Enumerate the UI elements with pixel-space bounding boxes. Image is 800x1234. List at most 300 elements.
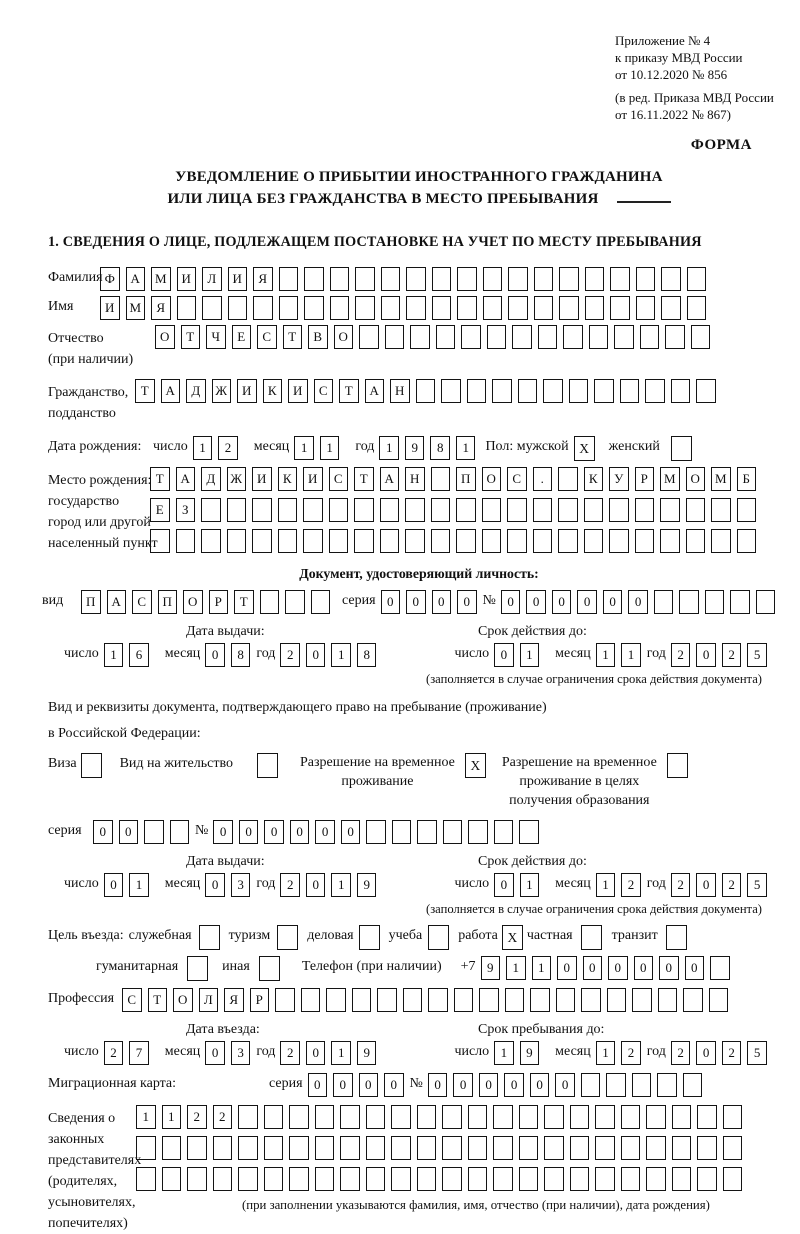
form-cell[interactable]: 0 bbox=[432, 590, 452, 614]
form-cell[interactable] bbox=[260, 590, 280, 614]
form-cell[interactable]: П bbox=[81, 590, 101, 614]
form-cell[interactable]: Т bbox=[150, 467, 170, 491]
form-cell[interactable] bbox=[202, 296, 222, 320]
patronymic-cells[interactable] bbox=[155, 325, 716, 349]
citizenship-cells[interactable] bbox=[135, 379, 722, 403]
representatives-row3-cells[interactable] bbox=[136, 1167, 776, 1191]
form-cell[interactable]: 2 bbox=[213, 1105, 233, 1129]
form-cell[interactable]: 0 bbox=[504, 1073, 524, 1097]
form-cell[interactable]: 0 bbox=[696, 1041, 716, 1065]
form-cell[interactable]: К bbox=[263, 379, 283, 403]
form-cell[interactable]: Т bbox=[234, 590, 254, 614]
form-cell[interactable] bbox=[136, 1167, 156, 1191]
form-cell[interactable] bbox=[428, 988, 448, 1012]
form-cell[interactable]: 0 bbox=[628, 590, 648, 614]
form-cell[interactable]: А bbox=[176, 467, 196, 491]
form-cell[interactable] bbox=[391, 1105, 411, 1129]
form-cell[interactable] bbox=[416, 379, 436, 403]
form-cell[interactable]: 0 bbox=[205, 1041, 225, 1065]
form-cell[interactable] bbox=[457, 296, 477, 320]
form-cell[interactable] bbox=[697, 1136, 717, 1160]
form-cell[interactable]: Я bbox=[224, 988, 244, 1012]
form-cell[interactable] bbox=[661, 267, 681, 291]
form-cell[interactable]: 0 bbox=[634, 956, 654, 980]
form-cell[interactable] bbox=[519, 820, 539, 844]
form-cell[interactable]: 0 bbox=[104, 873, 124, 897]
form-cell[interactable] bbox=[594, 379, 614, 403]
form-cell[interactable]: 2 bbox=[218, 436, 238, 460]
form-cell[interactable]: 0 bbox=[457, 590, 477, 614]
form-cell[interactable] bbox=[756, 590, 776, 614]
form-cell[interactable]: 2 bbox=[187, 1105, 207, 1129]
form-cell[interactable]: 0 bbox=[306, 1041, 326, 1065]
form-cell[interactable] bbox=[632, 1073, 652, 1097]
form-cell[interactable]: 1 bbox=[506, 956, 526, 980]
stay-day-cells[interactable] bbox=[494, 1041, 545, 1065]
form-cell[interactable] bbox=[730, 590, 750, 614]
form-cell[interactable]: 0 bbox=[239, 820, 259, 844]
form-cell[interactable]: 9 bbox=[357, 1041, 377, 1065]
form-cell[interactable] bbox=[709, 988, 729, 1012]
form-cell[interactable]: 1 bbox=[532, 956, 552, 980]
form-cell[interactable]: Ж bbox=[212, 379, 232, 403]
form-cell[interactable]: 3 bbox=[231, 873, 251, 897]
form-cell[interactable] bbox=[614, 325, 634, 349]
form-cell[interactable]: А bbox=[126, 267, 146, 291]
entry-year-cells[interactable] bbox=[280, 1041, 382, 1065]
form-cell[interactable] bbox=[366, 820, 386, 844]
form-cell[interactable]: 1 bbox=[621, 643, 641, 667]
form-cell[interactable] bbox=[723, 1136, 743, 1160]
form-cell[interactable] bbox=[162, 1167, 182, 1191]
form-cell[interactable]: 7 bbox=[129, 1041, 149, 1065]
form-cell[interactable] bbox=[710, 956, 730, 980]
purpose-business-checkbox[interactable] bbox=[359, 925, 380, 950]
form-cell[interactable] bbox=[683, 988, 703, 1012]
form-cell[interactable]: М bbox=[151, 267, 171, 291]
form-cell[interactable] bbox=[606, 1073, 626, 1097]
form-cell[interactable] bbox=[340, 1136, 360, 1160]
form-cell[interactable]: 1 bbox=[162, 1105, 182, 1129]
form-cell[interactable] bbox=[340, 1167, 360, 1191]
form-cell[interactable]: 0 bbox=[428, 1073, 448, 1097]
form-cell[interactable] bbox=[432, 267, 452, 291]
form-cell[interactable]: 0 bbox=[315, 820, 335, 844]
form-cell[interactable]: С bbox=[122, 988, 142, 1012]
form-cell[interactable] bbox=[636, 267, 656, 291]
form-cell[interactable] bbox=[697, 1105, 717, 1129]
form-cell[interactable] bbox=[543, 379, 563, 403]
form-cell[interactable] bbox=[301, 988, 321, 1012]
form-cell[interactable] bbox=[544, 1136, 564, 1160]
form-cell[interactable] bbox=[621, 1105, 641, 1129]
form-cell[interactable]: 2 bbox=[280, 643, 300, 667]
form-cell[interactable] bbox=[635, 529, 655, 553]
form-cell[interactable] bbox=[468, 1167, 488, 1191]
form-cell[interactable]: Е bbox=[150, 498, 170, 522]
form-cell[interactable]: 9 bbox=[405, 436, 425, 460]
form-cell[interactable] bbox=[355, 296, 375, 320]
form-cell[interactable] bbox=[354, 529, 374, 553]
form-cell[interactable] bbox=[563, 325, 583, 349]
form-cell[interactable] bbox=[646, 1136, 666, 1160]
form-cell[interactable]: 5 bbox=[747, 873, 767, 897]
form-cell[interactable] bbox=[431, 467, 451, 491]
form-cell[interactable] bbox=[315, 1136, 335, 1160]
form-cell[interactable]: 0 bbox=[333, 1073, 353, 1097]
form-cell[interactable]: 1 bbox=[331, 1041, 351, 1065]
form-cell[interactable] bbox=[538, 325, 558, 349]
form-cell[interactable] bbox=[508, 296, 528, 320]
form-cell[interactable]: 1 bbox=[494, 1041, 514, 1065]
form-cell[interactable] bbox=[330, 267, 350, 291]
form-cell[interactable] bbox=[636, 296, 656, 320]
form-cell[interactable] bbox=[391, 1167, 411, 1191]
form-cell[interactable] bbox=[609, 529, 629, 553]
form-cell[interactable] bbox=[150, 529, 170, 553]
migration-series-cells[interactable] bbox=[308, 1073, 410, 1097]
form-cell[interactable]: 0 bbox=[308, 1073, 328, 1097]
form-cell[interactable] bbox=[403, 988, 423, 1012]
form-cell[interactable] bbox=[381, 296, 401, 320]
form-cell[interactable]: О bbox=[183, 590, 203, 614]
form-cell[interactable] bbox=[366, 1105, 386, 1129]
form-cell[interactable]: Л bbox=[202, 267, 222, 291]
form-cell[interactable] bbox=[228, 296, 248, 320]
form-cell[interactable] bbox=[432, 296, 452, 320]
purpose-private-checkbox[interactable] bbox=[581, 925, 602, 950]
form-cell[interactable]: И bbox=[288, 379, 308, 403]
form-cell[interactable]: Т bbox=[135, 379, 155, 403]
form-cell[interactable] bbox=[658, 988, 678, 1012]
form-cell[interactable]: 0 bbox=[603, 590, 623, 614]
form-cell[interactable]: 1 bbox=[520, 643, 540, 667]
form-cell[interactable] bbox=[431, 529, 451, 553]
form-cell[interactable] bbox=[595, 1105, 615, 1129]
form-cell[interactable]: К bbox=[584, 467, 604, 491]
form-cell[interactable]: К bbox=[278, 467, 298, 491]
form-cell[interactable]: 0 bbox=[577, 590, 597, 614]
form-cell[interactable] bbox=[697, 1167, 717, 1191]
doc-series-cells[interactable] bbox=[381, 590, 483, 614]
form-cell[interactable]: 1 bbox=[596, 873, 616, 897]
form-cell[interactable]: А bbox=[380, 467, 400, 491]
purpose-official-checkbox[interactable] bbox=[199, 925, 220, 950]
form-cell[interactable] bbox=[326, 988, 346, 1012]
form-cell[interactable] bbox=[640, 325, 660, 349]
form-cell[interactable] bbox=[468, 820, 488, 844]
form-cell[interactable] bbox=[443, 820, 463, 844]
form-cell[interactable] bbox=[359, 325, 379, 349]
sex-female-checkbox[interactable] bbox=[671, 436, 692, 461]
birth-place-row1-cells[interactable] bbox=[150, 467, 762, 491]
form-cell[interactable] bbox=[609, 498, 629, 522]
form-cell[interactable]: Д bbox=[201, 467, 221, 491]
form-cell[interactable]: 0 bbox=[696, 643, 716, 667]
form-cell[interactable] bbox=[737, 529, 757, 553]
form-cell[interactable]: 0 bbox=[494, 873, 514, 897]
form-cell[interactable]: 1 bbox=[379, 436, 399, 460]
form-cell[interactable] bbox=[584, 498, 604, 522]
form-cell[interactable] bbox=[672, 1167, 692, 1191]
form-cell[interactable] bbox=[508, 267, 528, 291]
form-cell[interactable]: И bbox=[237, 379, 257, 403]
form-cell[interactable] bbox=[410, 325, 430, 349]
form-cell[interactable] bbox=[581, 988, 601, 1012]
form-cell[interactable]: М bbox=[126, 296, 146, 320]
form-cell[interactable] bbox=[380, 498, 400, 522]
form-cell[interactable]: 1 bbox=[136, 1105, 156, 1129]
form-cell[interactable] bbox=[366, 1136, 386, 1160]
form-cell[interactable]: 0 bbox=[479, 1073, 499, 1097]
form-cell[interactable] bbox=[442, 1105, 462, 1129]
form-cell[interactable] bbox=[559, 296, 579, 320]
form-cell[interactable] bbox=[304, 267, 324, 291]
form-cell[interactable]: 2 bbox=[722, 873, 742, 897]
form-cell[interactable] bbox=[391, 1136, 411, 1160]
form-cell[interactable]: Я bbox=[253, 267, 273, 291]
form-cell[interactable]: 0 bbox=[264, 820, 284, 844]
form-cell[interactable] bbox=[660, 529, 680, 553]
form-cell[interactable] bbox=[467, 379, 487, 403]
form-cell[interactable] bbox=[660, 498, 680, 522]
migration-number-cells[interactable] bbox=[428, 1073, 709, 1097]
form-cell[interactable]: Т bbox=[354, 467, 374, 491]
form-cell[interactable] bbox=[534, 267, 554, 291]
form-cell[interactable] bbox=[530, 988, 550, 1012]
form-cell[interactable]: 0 bbox=[494, 643, 514, 667]
form-cell[interactable]: Е bbox=[232, 325, 252, 349]
form-cell[interactable]: И bbox=[303, 467, 323, 491]
form-cell[interactable] bbox=[456, 529, 476, 553]
form-cell[interactable]: Д bbox=[186, 379, 206, 403]
form-cell[interactable] bbox=[144, 820, 164, 844]
form-cell[interactable]: О bbox=[155, 325, 175, 349]
form-cell[interactable]: 1 bbox=[104, 643, 124, 667]
form-cell[interactable] bbox=[686, 498, 706, 522]
form-cell[interactable] bbox=[187, 1167, 207, 1191]
form-cell[interactable] bbox=[672, 1136, 692, 1160]
form-cell[interactable] bbox=[417, 1136, 437, 1160]
form-cell[interactable] bbox=[621, 1167, 641, 1191]
form-cell[interactable] bbox=[275, 988, 295, 1012]
form-cell[interactable] bbox=[461, 325, 481, 349]
form-cell[interactable] bbox=[584, 529, 604, 553]
form-cell[interactable]: С bbox=[132, 590, 152, 614]
purpose-tourism-checkbox[interactable] bbox=[277, 925, 298, 950]
form-cell[interactable]: Ф bbox=[100, 267, 120, 291]
form-cell[interactable] bbox=[417, 1167, 437, 1191]
form-cell[interactable] bbox=[352, 988, 372, 1012]
form-cell[interactable] bbox=[483, 267, 503, 291]
form-cell[interactable] bbox=[227, 529, 247, 553]
form-cell[interactable] bbox=[264, 1136, 284, 1160]
form-cell[interactable]: 0 bbox=[555, 1073, 575, 1097]
residence-issue-month-cells[interactable] bbox=[205, 873, 256, 897]
form-cell[interactable]: С bbox=[257, 325, 277, 349]
form-cell[interactable] bbox=[381, 267, 401, 291]
form-cell[interactable] bbox=[533, 498, 553, 522]
visa-checkbox[interactable] bbox=[81, 753, 102, 778]
form-cell[interactable]: 5 bbox=[747, 1041, 767, 1065]
form-cell[interactable] bbox=[595, 1136, 615, 1160]
form-cell[interactable]: 8 bbox=[231, 643, 251, 667]
form-cell[interactable]: 1 bbox=[294, 436, 314, 460]
temp-residence-checkbox[interactable]: X bbox=[465, 753, 486, 778]
form-cell[interactable] bbox=[252, 529, 272, 553]
form-cell[interactable] bbox=[492, 379, 512, 403]
form-cell[interactable] bbox=[632, 988, 652, 1012]
form-cell[interactable]: Т bbox=[181, 325, 201, 349]
stay-month-cells[interactable] bbox=[596, 1041, 647, 1065]
form-cell[interactable] bbox=[691, 325, 711, 349]
form-cell[interactable] bbox=[340, 1105, 360, 1129]
form-cell[interactable]: 0 bbox=[359, 1073, 379, 1097]
form-cell[interactable]: 1 bbox=[320, 436, 340, 460]
entry-day-cells[interactable] bbox=[104, 1041, 155, 1065]
purpose-other-checkbox[interactable] bbox=[259, 956, 280, 981]
form-cell[interactable] bbox=[696, 379, 716, 403]
form-cell[interactable] bbox=[534, 296, 554, 320]
form-cell[interactable]: 0 bbox=[205, 643, 225, 667]
form-cell[interactable] bbox=[380, 529, 400, 553]
entry-month-cells[interactable] bbox=[205, 1041, 256, 1065]
form-cell[interactable] bbox=[589, 325, 609, 349]
form-cell[interactable] bbox=[544, 1105, 564, 1129]
form-cell[interactable]: И bbox=[100, 296, 120, 320]
form-cell[interactable] bbox=[482, 498, 502, 522]
form-cell[interactable] bbox=[278, 529, 298, 553]
form-cell[interactable] bbox=[330, 296, 350, 320]
form-cell[interactable]: 8 bbox=[430, 436, 450, 460]
form-cell[interactable]: С bbox=[314, 379, 334, 403]
form-cell[interactable] bbox=[405, 529, 425, 553]
form-cell[interactable] bbox=[315, 1167, 335, 1191]
form-cell[interactable]: 1 bbox=[596, 643, 616, 667]
form-cell[interactable] bbox=[227, 498, 247, 522]
form-cell[interactable] bbox=[442, 1136, 462, 1160]
form-cell[interactable]: 9 bbox=[481, 956, 501, 980]
form-cell[interactable] bbox=[304, 296, 324, 320]
form-cell[interactable] bbox=[329, 529, 349, 553]
form-cell[interactable]: 2 bbox=[671, 873, 691, 897]
form-cell[interactable]: 0 bbox=[306, 873, 326, 897]
form-cell[interactable]: Ч bbox=[206, 325, 226, 349]
form-cell[interactable]: 0 bbox=[306, 643, 326, 667]
form-cell[interactable]: М bbox=[711, 467, 731, 491]
form-cell[interactable] bbox=[238, 1136, 258, 1160]
form-cell[interactable] bbox=[454, 988, 474, 1012]
form-cell[interactable] bbox=[285, 590, 305, 614]
form-cell[interactable] bbox=[482, 529, 502, 553]
form-cell[interactable]: О bbox=[334, 325, 354, 349]
temp-residence-edu-checkbox[interactable] bbox=[667, 753, 688, 778]
form-cell[interactable] bbox=[683, 1073, 703, 1097]
form-cell[interactable]: 0 bbox=[205, 873, 225, 897]
form-cell[interactable] bbox=[686, 529, 706, 553]
form-cell[interactable] bbox=[581, 1073, 601, 1097]
form-cell[interactable]: 1 bbox=[331, 643, 351, 667]
form-cell[interactable] bbox=[621, 1136, 641, 1160]
form-cell[interactable] bbox=[479, 988, 499, 1012]
form-cell[interactable] bbox=[493, 1105, 513, 1129]
form-cell[interactable] bbox=[661, 296, 681, 320]
form-cell[interactable]: 0 bbox=[583, 956, 603, 980]
form-cell[interactable] bbox=[431, 498, 451, 522]
residence-series-cells[interactable] bbox=[93, 820, 195, 844]
form-cell[interactable]: 0 bbox=[685, 956, 705, 980]
form-cell[interactable]: В bbox=[308, 325, 328, 349]
form-cell[interactable] bbox=[595, 1167, 615, 1191]
form-cell[interactable]: 8 bbox=[357, 643, 377, 667]
form-cell[interactable] bbox=[279, 267, 299, 291]
form-cell[interactable]: 9 bbox=[520, 1041, 540, 1065]
form-cell[interactable] bbox=[610, 267, 630, 291]
form-cell[interactable]: С bbox=[329, 467, 349, 491]
form-cell[interactable]: 2 bbox=[104, 1041, 124, 1065]
residence-expiry-day-cells[interactable] bbox=[494, 873, 545, 897]
form-cell[interactable]: 0 bbox=[406, 590, 426, 614]
form-cell[interactable] bbox=[417, 1105, 437, 1129]
form-cell[interactable] bbox=[436, 325, 456, 349]
purpose-study-checkbox[interactable] bbox=[428, 925, 449, 950]
form-cell[interactable] bbox=[289, 1167, 309, 1191]
doc-expiry-year-cells[interactable] bbox=[671, 643, 773, 667]
form-cell[interactable]: . bbox=[533, 467, 553, 491]
form-cell[interactable]: С bbox=[507, 467, 527, 491]
form-cell[interactable] bbox=[519, 1167, 539, 1191]
form-cell[interactable] bbox=[558, 529, 578, 553]
form-cell[interactable] bbox=[417, 820, 437, 844]
form-cell[interactable]: Т bbox=[148, 988, 168, 1012]
form-cell[interactable] bbox=[518, 379, 538, 403]
form-cell[interactable] bbox=[238, 1105, 258, 1129]
form-cell[interactable]: 1 bbox=[129, 873, 149, 897]
form-cell[interactable] bbox=[187, 1136, 207, 1160]
form-cell[interactable] bbox=[303, 498, 323, 522]
form-cell[interactable] bbox=[519, 1136, 539, 1160]
form-cell[interactable]: 0 bbox=[119, 820, 139, 844]
form-cell[interactable]: 2 bbox=[722, 643, 742, 667]
form-cell[interactable]: 0 bbox=[557, 956, 577, 980]
form-cell[interactable] bbox=[377, 988, 397, 1012]
form-cell[interactable] bbox=[570, 1167, 590, 1191]
form-cell[interactable]: Р bbox=[635, 467, 655, 491]
doc-issue-year-cells[interactable] bbox=[280, 643, 382, 667]
form-cell[interactable] bbox=[585, 267, 605, 291]
form-cell[interactable] bbox=[457, 267, 477, 291]
residence-issue-year-cells[interactable] bbox=[280, 873, 382, 897]
form-cell[interactable] bbox=[315, 1105, 335, 1129]
form-cell[interactable] bbox=[569, 379, 589, 403]
form-cell[interactable] bbox=[723, 1167, 743, 1191]
form-cell[interactable]: И bbox=[228, 267, 248, 291]
form-cell[interactable] bbox=[213, 1167, 233, 1191]
form-cell[interactable]: 0 bbox=[93, 820, 113, 844]
form-cell[interactable]: 1 bbox=[456, 436, 476, 460]
form-cell[interactable]: 1 bbox=[193, 436, 213, 460]
form-cell[interactable]: 0 bbox=[501, 590, 521, 614]
form-cell[interactable] bbox=[213, 1136, 233, 1160]
phone-cells[interactable] bbox=[481, 956, 736, 980]
representatives-row2-cells[interactable] bbox=[136, 1136, 776, 1160]
form-cell[interactable] bbox=[170, 820, 190, 844]
form-cell[interactable] bbox=[177, 296, 197, 320]
form-cell[interactable] bbox=[665, 325, 685, 349]
form-cell[interactable] bbox=[687, 267, 707, 291]
form-cell[interactable]: Т bbox=[339, 379, 359, 403]
form-cell[interactable] bbox=[570, 1136, 590, 1160]
